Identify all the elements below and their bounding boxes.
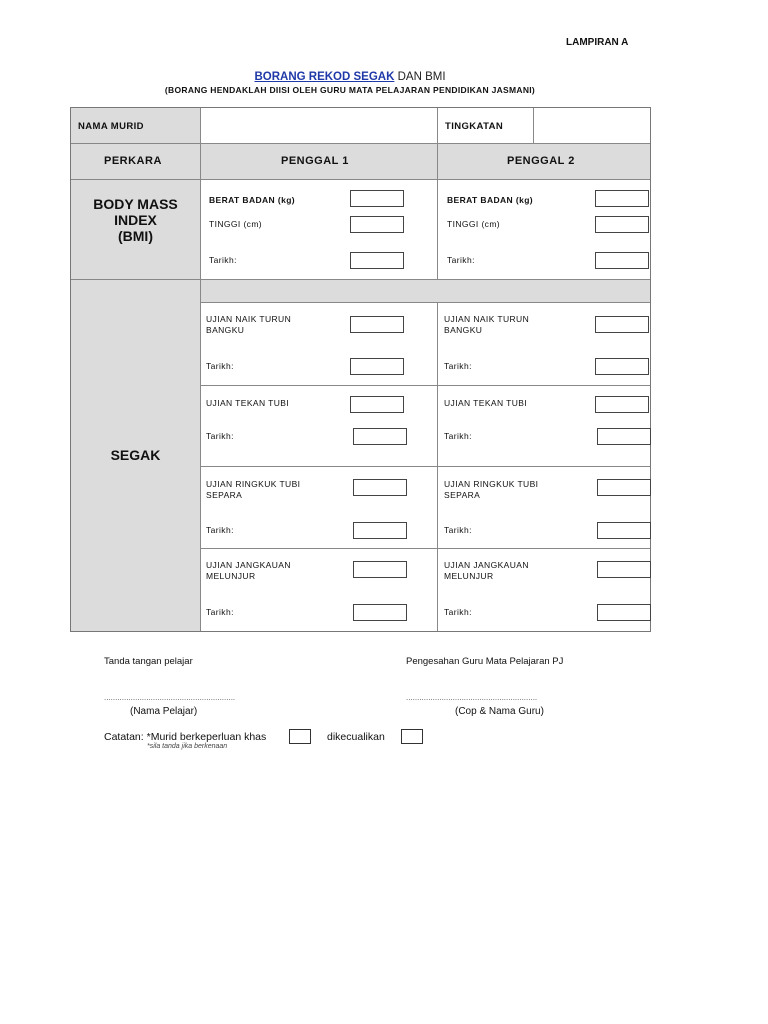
p2-berat-label: BERAT BADAN (kg) — [447, 195, 534, 205]
p1-jangkauan-tarikh-label: Tarikh: — [206, 607, 234, 617]
p1-tekan-tarikh-label: Tarikh: — [206, 431, 234, 441]
dikecualikan-checkbox[interactable] — [401, 729, 423, 744]
p1-ringkuk-label: UJIAN RINGKUK TUBI SEPARA — [206, 479, 301, 500]
p1-naik-tarikh-box[interactable] — [350, 358, 404, 375]
p1-naik-tarikh-label: Tarikh: — [206, 361, 234, 371]
p1-tinggi-label: TINGGI (cm) — [209, 219, 263, 229]
p2-bmi-tarikh-label: Tarikh: — [447, 255, 475, 265]
divider — [71, 279, 650, 280]
p1-bmi-tarikh-label: Tarikh: — [209, 255, 237, 265]
divider — [200, 385, 650, 386]
divider — [71, 179, 650, 180]
p1-berat-box[interactable] — [350, 190, 404, 207]
p2-ringkuk-tarikh-box[interactable] — [597, 522, 651, 539]
p1-tekan-tarikh-box[interactable] — [353, 428, 407, 445]
divider — [200, 466, 650, 467]
signature-line-pelajar[interactable]: ........................................................... — [104, 693, 236, 702]
p2-jangkauan-box[interactable] — [597, 561, 651, 578]
p2-ringkuk-label: UJIAN RINGKUK TUBI SEPARA — [444, 479, 539, 500]
penggal2-label: PENGGAL 2 — [507, 155, 575, 167]
p1-berat-label: BERAT BADAN (kg) — [209, 195, 296, 205]
form-subtitle: (BORANG HENDAKLAH DIISI OLEH GURU MATA PELAJARAN PENDIDIKAN JASMANI) — [164, 85, 536, 95]
p1-jangkauan-box[interactable] — [353, 561, 407, 578]
p2-tinggi-label: TINGGI (cm) — [447, 219, 501, 229]
p1-ringkuk-tarikh-box[interactable] — [353, 522, 407, 539]
nama-pelajar-label: (Nama Pelajar) — [130, 706, 198, 717]
divider — [200, 548, 650, 549]
catatan-label: Catatan: *Murid berkeperluan khas — [104, 731, 267, 743]
segak-grey-band — [201, 280, 650, 302]
lampiran-label: LAMPIRAN A — [566, 37, 629, 48]
form-title — [0, 71, 700, 83]
p2-tekan-label: UJIAN TEKAN TUBI — [444, 398, 528, 408]
bmi-label: BODY MASS INDEX (BMI) — [93, 196, 178, 244]
p2-jangkauan-tarikh-box[interactable] — [597, 604, 651, 621]
signature-line-guru[interactable]: ........................................................... — [406, 693, 538, 702]
p1-bmi-tarikh-box[interactable] — [350, 252, 404, 269]
tingkatan-input[interactable] — [534, 108, 650, 143]
p2-tinggi-box[interactable] — [595, 216, 649, 233]
p2-naik-tarikh-box[interactable] — [595, 358, 649, 375]
p2-berat-box[interactable] — [595, 190, 649, 207]
divider — [437, 108, 438, 143]
p1-tekan-box[interactable] — [350, 396, 404, 413]
p2-naik-box[interactable] — [595, 316, 649, 333]
p2-tekan-tarikh-box[interactable] — [597, 428, 651, 445]
murid-khas-checkbox[interactable] — [289, 729, 311, 744]
divider — [200, 108, 201, 631]
divider — [533, 108, 534, 143]
tingkatan-label: TINGKATAN — [445, 121, 504, 132]
nama-murid-label: NAMA MURID — [78, 121, 144, 132]
p1-naik-label: UJIAN NAIK TURUN BANGKU — [206, 314, 292, 335]
p2-jangkauan-tarikh-label: Tarikh: — [444, 607, 472, 617]
p1-ringkuk-box[interactable] — [353, 479, 407, 496]
divider — [437, 144, 438, 280]
title-rest: DAN BMI — [394, 71, 446, 83]
p2-jangkauan-label: UJIAN JANGKAUAN MELUNJUR — [444, 560, 529, 581]
p1-tinggi-box[interactable] — [350, 216, 404, 233]
title-underlined: BORANG REKOD SEGAK — [254, 71, 395, 83]
p2-naik-tarikh-label: Tarikh: — [444, 361, 472, 371]
p2-ringkuk-tarikh-label: Tarikh: — [444, 525, 472, 535]
p1-jangkauan-label: UJIAN JANGKAUAN MELUNJUR — [206, 560, 291, 581]
penggal1-label: PENGGAL 1 — [281, 155, 349, 167]
p2-naik-label: UJIAN NAIK TURUN BANGKU — [444, 314, 530, 335]
nama-murid-input[interactable] — [201, 108, 437, 143]
tanda-tangan-label: Tanda tangan pelajar — [104, 656, 193, 667]
record-table — [70, 107, 651, 632]
divider — [71, 143, 650, 144]
divider — [200, 302, 650, 303]
dikecualikan-label: dikecualikan — [327, 731, 385, 743]
perkara-label: PERKARA — [104, 155, 162, 167]
p2-tekan-tarikh-label: Tarikh: — [444, 431, 472, 441]
pengesahan-label: Pengesahan Guru Mata Pelajaran PJ — [406, 656, 564, 667]
p2-tekan-box[interactable] — [595, 396, 649, 413]
p1-tekan-label: UJIAN TEKAN TUBI — [206, 398, 290, 408]
sila-tanda-note: *sila tanda jika berkenaan — [147, 743, 228, 750]
p2-bmi-tarikh-box[interactable] — [595, 252, 649, 269]
cop-nama-guru-label: (Cop & Nama Guru) — [455, 706, 544, 717]
segak-label: SEGAK — [110, 447, 161, 463]
p1-naik-box[interactable] — [350, 316, 404, 333]
p2-ringkuk-box[interactable] — [597, 479, 651, 496]
p1-jangkauan-tarikh-box[interactable] — [353, 604, 407, 621]
p1-ringkuk-tarikh-label: Tarikh: — [206, 525, 234, 535]
